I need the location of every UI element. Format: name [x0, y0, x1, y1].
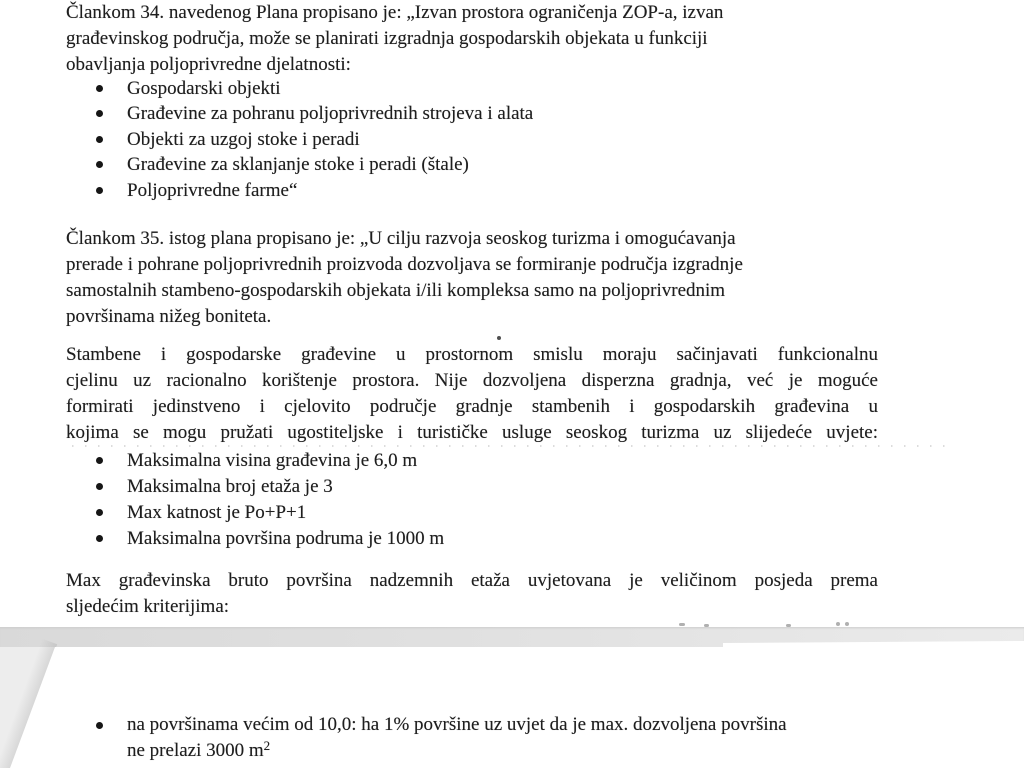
list-uvjeti-gradnje: [66, 448, 886, 552]
text-line: sljedećim kriterijima:: [66, 596, 230, 617]
bullet-icon: [96, 187, 103, 194]
bullet-icon: [96, 483, 103, 490]
list-item: [66, 448, 886, 474]
list-item-label: Gospodarski objekti: [127, 78, 281, 99]
text-line: Člankom 34. navedenog Plana propisano je: „Izvan prostora ograničenja ZOP-a, izvan: [66, 2, 724, 23]
text-line: građevinskog područja, može se planirati izgradnja gospodarskih objekata u funkciji: [66, 28, 708, 49]
bullet-icon: [96, 110, 103, 117]
list-item: [66, 101, 886, 126]
list-povrsina-kriterij: [66, 712, 1024, 764]
bullet-icon: [96, 535, 103, 542]
list-item: [66, 152, 886, 177]
list-item-label: Građevine za sklanjanje stoke i peradi (štale): [127, 154, 469, 176]
text-line: Stambene i gospodarske građevine u prostornom smislu moraju sačinjavati funkcionalnu: [66, 344, 878, 365]
text-line: kojima se mogu pružati ugostiteljske i turističke usluge seoskog turizma uz slijedeće uvjete:: [66, 422, 878, 443]
paragraph-max-povrsina: [66, 568, 878, 620]
list-item: [66, 474, 886, 500]
scan-speck: [497, 336, 501, 340]
text-line: površinama nižeg boniteta.: [66, 306, 272, 327]
paragraph-clanak-34: [66, 0, 878, 78]
list-item: [66, 127, 886, 152]
scan-text-remnant: [679, 623, 685, 626]
text-line: Max građevinska bruto površina nadzemnih etaža uvjetovana je veličinom posjeda prema: [66, 570, 878, 591]
list-item-label: Maksimalna površina podruma je 1000 m: [127, 528, 445, 549]
scan-text-remnant: [836, 622, 840, 626]
superscript-2: 2: [263, 738, 271, 753]
scan-text-remnant: [845, 622, 849, 626]
list-item-label: Građevine za pohranu poljoprivrednih strojeva i alata: [127, 103, 534, 125]
list-item-label: Maksimalna broj etaža je 3: [127, 476, 333, 497]
bullet-icon: [96, 509, 103, 516]
bullet-icon: [96, 85, 103, 92]
text-line: cjelinu uz racionalno korištenje prostora. Nije dozvoljena disperzna gradnja, već je moguće: [66, 370, 878, 391]
bullet-icon: [96, 136, 103, 143]
text-line: samostalnih stambeno-gospodarskih objekata i/ili kompleksa samo na poljoprivrednim: [66, 280, 726, 301]
text-line: formirati jedinstveno i cjelovito područje gradnje stambenih i gospodarskih građevina u: [66, 396, 878, 417]
list-item-label: Max katnost je Po+P+1: [127, 502, 307, 523]
text-line: prerade i pohrane poljoprivrednih proizvoda dozvoljava se formiranje područja izgradnje: [66, 254, 743, 275]
list-item-label: Poljoprivredne farme“: [127, 179, 298, 201]
bullet-icon: [96, 161, 103, 168]
bullet-icon: [96, 457, 103, 464]
bullet-icon: [96, 722, 103, 729]
text-line: na površinama većim od 10,0: ha 1% površine uz uvjet da je max. dozvoljena površina: [127, 714, 787, 735]
list-item: [66, 76, 886, 101]
scan-seam-band: [0, 627, 1024, 647]
list-item-label: Objekti za uzgoj stoke i peradi: [127, 128, 360, 150]
list-gospodarski-objekti: [66, 76, 886, 203]
list-item-label: Maksimalna visina građevina je 6,0 m: [127, 450, 418, 471]
text-line: Člankom 35. istog plana propisano je: „U cilju razvoja seoskog turizma i omogućavanja: [66, 228, 736, 249]
paragraph-clanak-35: [66, 226, 878, 330]
list-item: [66, 500, 886, 526]
scan-streak: [72, 445, 952, 447]
text-line: obavljanja poljoprivredne djelatnosti:: [66, 54, 351, 75]
list-item-label: ne prelazi 3000 m: [127, 740, 264, 761]
text-line: [127, 738, 1024, 764]
paragraph-stambene: [66, 342, 878, 446]
list-item: [66, 178, 886, 203]
list-item: [66, 526, 886, 552]
